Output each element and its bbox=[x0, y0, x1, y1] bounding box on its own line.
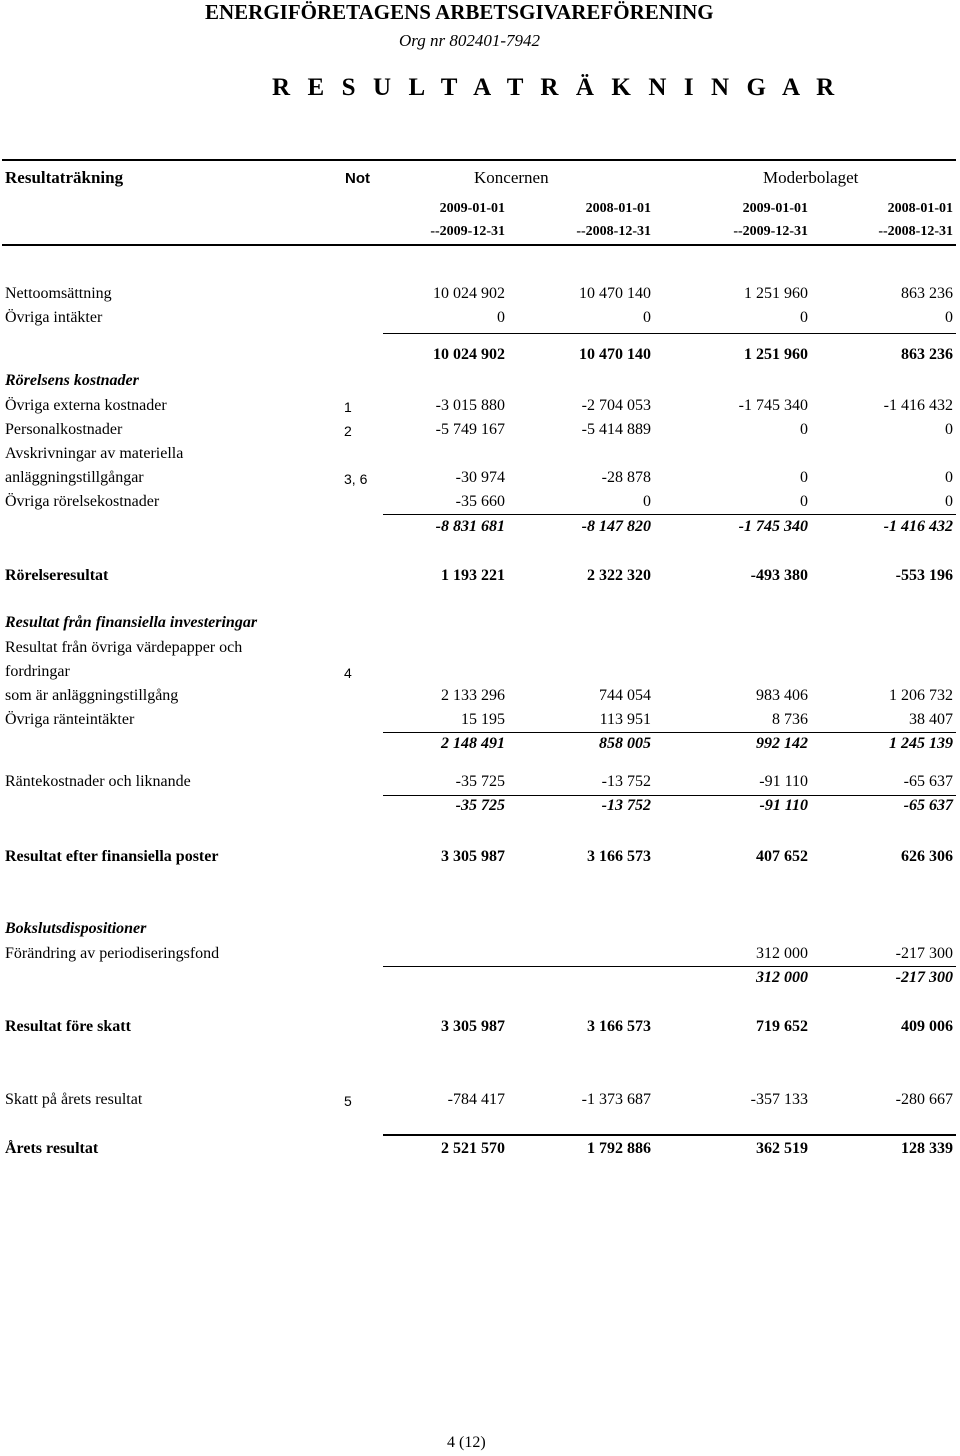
row-value: -1 416 432 bbox=[883, 397, 953, 414]
row-value: 2 322 320 bbox=[587, 567, 651, 584]
row-label: Förändring av periodiseringsfond bbox=[5, 945, 220, 962]
total-row bbox=[0, 567, 960, 589]
section-heading bbox=[0, 920, 960, 942]
row-value: -65 637 bbox=[903, 797, 953, 814]
subtotal-rule bbox=[383, 333, 956, 334]
row-value: 0 bbox=[945, 309, 953, 326]
row-value: 3 305 987 bbox=[441, 1018, 505, 1035]
row-value: 1 251 960 bbox=[744, 285, 808, 302]
row-value: 409 006 bbox=[901, 1018, 953, 1035]
row-value: -13 752 bbox=[601, 797, 651, 814]
row-value: -1 416 432 bbox=[883, 518, 953, 535]
row-value: -1 373 687 bbox=[581, 1091, 651, 1108]
row-value: -3 015 880 bbox=[435, 397, 505, 414]
row-label: Bokslutsdispositioner bbox=[5, 920, 147, 937]
period-from: 2008-01-01 bbox=[887, 201, 953, 216]
row-label: Rörelseresultat bbox=[5, 567, 109, 584]
page-title: R E S U L T A T R Ä K N I N G A R bbox=[272, 74, 840, 101]
total-row bbox=[0, 1140, 960, 1162]
table-row bbox=[0, 773, 960, 795]
period-to: --2008-12-31 bbox=[576, 224, 651, 239]
group-koncernen: Koncernen bbox=[474, 168, 549, 187]
subtotal-rule bbox=[383, 514, 956, 515]
row-value: -35 725 bbox=[455, 797, 505, 814]
subtotal-row bbox=[0, 797, 960, 819]
period-from-row bbox=[0, 201, 960, 223]
subtotal-row bbox=[0, 518, 960, 540]
row-value: 992 142 bbox=[756, 735, 808, 752]
row-value: 0 bbox=[800, 469, 808, 486]
row-label: Personalkostnader bbox=[5, 421, 123, 438]
row-value: 3 166 573 bbox=[587, 848, 651, 865]
row-value: -35 725 bbox=[455, 773, 505, 790]
row-value: -493 380 bbox=[750, 567, 808, 584]
row-value: 2 521 570 bbox=[441, 1140, 505, 1157]
organization-name: ENERGIFÖRETAGENS ARBETSGIVAREFÖRENING bbox=[205, 0, 714, 24]
row-value: 1 792 886 bbox=[587, 1140, 651, 1157]
subtotal-row bbox=[0, 969, 960, 991]
row-value: 0 bbox=[497, 309, 505, 326]
table-row bbox=[0, 469, 960, 491]
table-row bbox=[0, 945, 960, 967]
row-label: Räntekostnader och liknande bbox=[5, 773, 191, 790]
row-value: -91 110 bbox=[759, 773, 808, 790]
row-value: -784 417 bbox=[447, 1091, 505, 1108]
row-label: Övriga intäkter bbox=[5, 309, 103, 326]
row-value: 15 195 bbox=[461, 711, 505, 728]
row-value: 2 133 296 bbox=[441, 687, 505, 704]
section-heading bbox=[0, 372, 960, 394]
row-value: 312 000 bbox=[756, 969, 808, 986]
row-label: Övriga externa kostnader bbox=[5, 397, 167, 414]
row-value: 0 bbox=[945, 421, 953, 438]
table-row bbox=[0, 711, 960, 733]
subtotal-rule bbox=[383, 732, 956, 733]
period-to: --2009-12-31 bbox=[733, 224, 808, 239]
row-value: 2 148 491 bbox=[441, 735, 505, 752]
row-value: 0 bbox=[800, 493, 808, 510]
row-value: 407 652 bbox=[756, 848, 808, 865]
row-note: 5 bbox=[344, 1093, 352, 1109]
row-value: -553 196 bbox=[895, 567, 953, 584]
row-value: -8 147 820 bbox=[581, 518, 651, 535]
period-from: 2008-01-01 bbox=[585, 201, 651, 216]
row-value: -8 831 681 bbox=[435, 518, 505, 535]
period-to: --2009-12-31 bbox=[430, 224, 505, 239]
row-note: 2 bbox=[344, 423, 352, 439]
row-value: -357 133 bbox=[750, 1091, 808, 1108]
row-value: 1 245 139 bbox=[889, 735, 953, 752]
col-label-header: Resultaträkning bbox=[5, 168, 124, 187]
row-value: -30 974 bbox=[455, 469, 505, 486]
row-value: -1 745 340 bbox=[738, 397, 808, 414]
row-value: 128 339 bbox=[901, 1140, 953, 1157]
row-value: 858 005 bbox=[599, 735, 651, 752]
table-row bbox=[0, 1091, 960, 1113]
row-label: fordringar bbox=[5, 663, 70, 680]
row-label: Resultat från övriga värdepapper och bbox=[5, 639, 243, 656]
row-value: -5 749 167 bbox=[435, 421, 505, 438]
row-label: Övriga rörelsekostnader bbox=[5, 493, 160, 510]
row-value: 113 951 bbox=[599, 711, 651, 728]
header-rule-bottom bbox=[2, 244, 956, 246]
row-value: 0 bbox=[800, 309, 808, 326]
table-header-row bbox=[0, 168, 960, 190]
row-value: 626 306 bbox=[901, 848, 953, 865]
total-rule bbox=[383, 1134, 956, 1136]
row-value: 8 736 bbox=[772, 711, 808, 728]
table-row bbox=[0, 639, 960, 661]
table-row bbox=[0, 421, 960, 443]
row-value: 0 bbox=[643, 309, 651, 326]
subtotal-row bbox=[0, 735, 960, 757]
row-label: Nettoomsättning bbox=[5, 285, 112, 302]
row-value: 1 193 221 bbox=[441, 567, 505, 584]
group-moderbolaget: Moderbolaget bbox=[763, 168, 859, 187]
period-to-row bbox=[0, 224, 960, 246]
row-value: -35 660 bbox=[455, 493, 505, 510]
row-value: 10 024 902 bbox=[433, 346, 505, 363]
table-row bbox=[0, 663, 960, 685]
header-rule-top bbox=[2, 159, 956, 161]
row-label: Årets resultat bbox=[5, 1140, 99, 1157]
table-row bbox=[0, 285, 960, 307]
row-value: 10 470 140 bbox=[579, 285, 651, 302]
row-label: Resultat efter finansiella poster bbox=[5, 848, 219, 865]
row-label: Skatt på årets resultat bbox=[5, 1091, 143, 1108]
table-row bbox=[0, 397, 960, 419]
col-note-header: Not bbox=[345, 170, 370, 187]
row-value: 312 000 bbox=[756, 945, 808, 962]
row-value: -65 637 bbox=[903, 773, 953, 790]
row-value: 744 054 bbox=[599, 687, 651, 704]
row-value: 10 470 140 bbox=[579, 346, 651, 363]
row-label: Övriga ränteintäkter bbox=[5, 711, 135, 728]
row-value: 3 305 987 bbox=[441, 848, 505, 865]
table-row bbox=[0, 493, 960, 515]
row-value: -1 745 340 bbox=[738, 518, 808, 535]
row-value: -28 878 bbox=[601, 469, 651, 486]
org-number: Org nr 802401-7942 bbox=[399, 31, 541, 50]
row-value: 863 236 bbox=[901, 346, 953, 363]
row-value: -2 704 053 bbox=[581, 397, 651, 414]
section-heading bbox=[0, 614, 960, 636]
row-value: 0 bbox=[945, 469, 953, 486]
row-note: 4 bbox=[344, 665, 352, 681]
row-note: 1 bbox=[344, 399, 352, 415]
row-label: Rörelsens kostnader bbox=[5, 372, 139, 389]
table-row bbox=[0, 687, 960, 709]
period-from: 2009-01-01 bbox=[439, 201, 505, 216]
row-value: 1 206 732 bbox=[889, 687, 953, 704]
row-value: 38 407 bbox=[909, 711, 953, 728]
row-value: 863 236 bbox=[901, 285, 953, 302]
table-row bbox=[0, 445, 960, 467]
row-value: 362 519 bbox=[756, 1140, 808, 1157]
subtotal-row bbox=[0, 346, 960, 368]
row-value: -280 667 bbox=[895, 1091, 953, 1108]
row-value: 0 bbox=[800, 421, 808, 438]
row-note: 3, 6 bbox=[344, 471, 368, 487]
row-value: -217 300 bbox=[895, 969, 953, 986]
row-value: 3 166 573 bbox=[587, 1018, 651, 1035]
total-row bbox=[0, 1018, 960, 1040]
row-value: 1 251 960 bbox=[744, 346, 808, 363]
total-row bbox=[0, 848, 960, 870]
subtotal-rule bbox=[383, 966, 956, 967]
row-value: -217 300 bbox=[895, 945, 953, 962]
row-label: Resultat från finansiella investeringar bbox=[5, 614, 258, 631]
row-label: Avskrivningar av materiella bbox=[5, 445, 184, 462]
row-label: som är anläggningstillgång bbox=[5, 687, 179, 704]
row-value: 0 bbox=[643, 493, 651, 510]
page-number: 4 (12) bbox=[447, 1434, 486, 1451]
row-label: anläggningstillgångar bbox=[5, 469, 144, 486]
row-label: Resultat före skatt bbox=[5, 1018, 131, 1035]
row-value: 983 406 bbox=[756, 687, 808, 704]
table-row bbox=[0, 309, 960, 331]
row-value: 0 bbox=[945, 493, 953, 510]
row-value: -91 110 bbox=[759, 797, 808, 814]
row-value: -13 752 bbox=[601, 773, 651, 790]
subtotal-rule bbox=[383, 795, 956, 796]
row-value: -5 414 889 bbox=[581, 421, 651, 438]
period-from: 2009-01-01 bbox=[742, 201, 808, 216]
period-to: --2008-12-31 bbox=[878, 224, 953, 239]
row-value: 10 024 902 bbox=[433, 285, 505, 302]
row-value: 719 652 bbox=[756, 1018, 808, 1035]
